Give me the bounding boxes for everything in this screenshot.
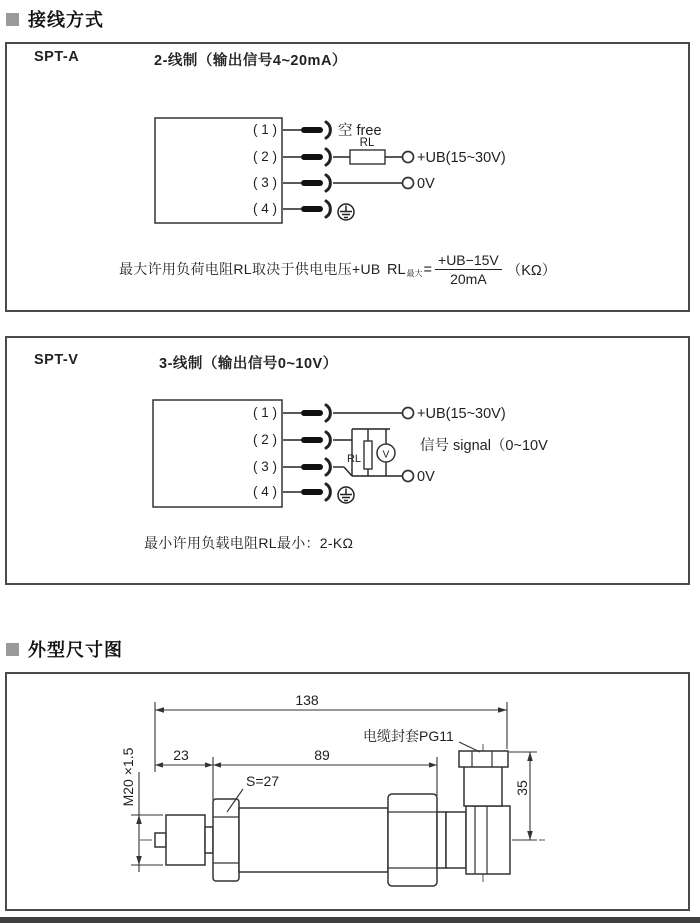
cable-gland-cap [459, 751, 508, 767]
formula-unit: （KΩ） [506, 263, 557, 280]
dimensions-section-title: 外型尺寸图 [28, 640, 123, 660]
supply-voltage-label: +UB(15~30V) [417, 150, 506, 166]
connector-arc-1 [326, 122, 330, 138]
connector-neck [446, 812, 466, 868]
terminal-3-label: ( 3 ) [252, 175, 277, 190]
ground-symbol [338, 487, 354, 503]
load-resistor-label: RL [359, 137, 375, 149]
terminal-4-label: ( 4 ) [252, 484, 277, 499]
connector-arc-4 [326, 201, 330, 217]
connector-arc-1 [326, 405, 330, 421]
hex-spec-label: S=27 [246, 773, 280, 789]
thread-spec-label: M20 ×1.5 [120, 747, 136, 807]
cable-gland-label: 电缆封套PG11 [363, 728, 454, 744]
spt-a-formula [387, 252, 556, 287]
thread-length-dim: 23 [173, 747, 189, 763]
formula-numerator: +UB−15V [435, 252, 502, 270]
page-bottom-edge [0, 917, 700, 923]
formula-subscript: 最大 [406, 269, 423, 279]
formula-lhs: RL [387, 261, 406, 278]
connector-arc-2 [326, 149, 330, 165]
connector-arc-3 [326, 175, 330, 191]
connector-coupling-nut [388, 794, 437, 886]
hex-nut [213, 799, 239, 881]
zero-volt-label: 0V [417, 176, 435, 192]
pressure-port-tip [155, 833, 166, 847]
terminal-3-label: ( 3 ) [252, 459, 277, 474]
main-body-cylinder [239, 808, 388, 872]
terminal-4-label: ( 4 ) [252, 201, 277, 216]
cable-gland-body [464, 765, 502, 806]
spt-v-wiring-type: 3-线制（输出信号0~10V） [159, 356, 338, 372]
section-bullet-square [6, 13, 19, 26]
pressure-port-thread [166, 815, 205, 865]
connector-arc-2 [326, 432, 330, 448]
wiring-section-header [6, 6, 104, 32]
formula-denominator: 20mA [450, 271, 487, 288]
spt-a-terminal-labels [253, 122, 277, 216]
spt-a-wiring-diagram [0, 100, 700, 250]
formula-equals: = [423, 261, 433, 278]
spt-v-wiring-diagram [0, 385, 700, 515]
spt-v-model: SPT-V [34, 352, 79, 368]
pin1-free-label: 空 free [338, 123, 382, 139]
spt-a-model: SPT-A [34, 49, 80, 65]
formula-fraction [435, 252, 502, 287]
supply-terminal-circle [403, 408, 414, 419]
transmitter-outline-drawing [0, 685, 700, 905]
spt-a-wiring-type: 2-线制（输出信号4~20mA） [154, 53, 347, 69]
zero-volt-terminal-circle [403, 178, 414, 189]
total-length-dim: 138 [295, 692, 319, 708]
transmitter-body [155, 751, 510, 886]
terminal-1-label: ( 1 ) [252, 122, 277, 137]
spacer-disc [437, 812, 446, 868]
spt-a-note: 最大许用负荷电阻RL取决于供电电压+UB [119, 261, 381, 277]
terminal-2-label: ( 2 ) [252, 149, 277, 164]
spt-v-note: 最小许用负载电阻RL最小：2-KΩ [144, 535, 354, 551]
connector-arc-4 [326, 484, 330, 500]
voltmeter-label: V [382, 449, 390, 461]
load-resistor [364, 441, 372, 469]
zero-volt-label: 0V [417, 469, 435, 485]
dimensions-section-header [6, 636, 123, 662]
section-bullet-square [6, 643, 19, 656]
electrical-connector-block [466, 806, 510, 874]
load-resistor-label: RL [346, 453, 361, 465]
terminal-1-label: ( 1 ) [252, 405, 277, 420]
supply-voltage-label: +UB(15~30V) [417, 406, 506, 422]
port-neck [205, 827, 213, 853]
spt-v-terminal-labels [253, 405, 277, 499]
wiring-section-title: 接线方式 [28, 10, 104, 30]
body-length-dim: 89 [314, 747, 330, 763]
ground-symbol [338, 204, 354, 220]
signal-label: 信号 signal（0~10V [420, 438, 548, 454]
connector-arc-3 [326, 459, 330, 475]
terminal-2-label: ( 2 ) [252, 432, 277, 447]
supply-terminal-circle [403, 152, 414, 163]
connector-height-dim: 35 [514, 780, 530, 796]
zero-volt-terminal-circle [403, 471, 414, 482]
load-resistor [350, 150, 385, 164]
